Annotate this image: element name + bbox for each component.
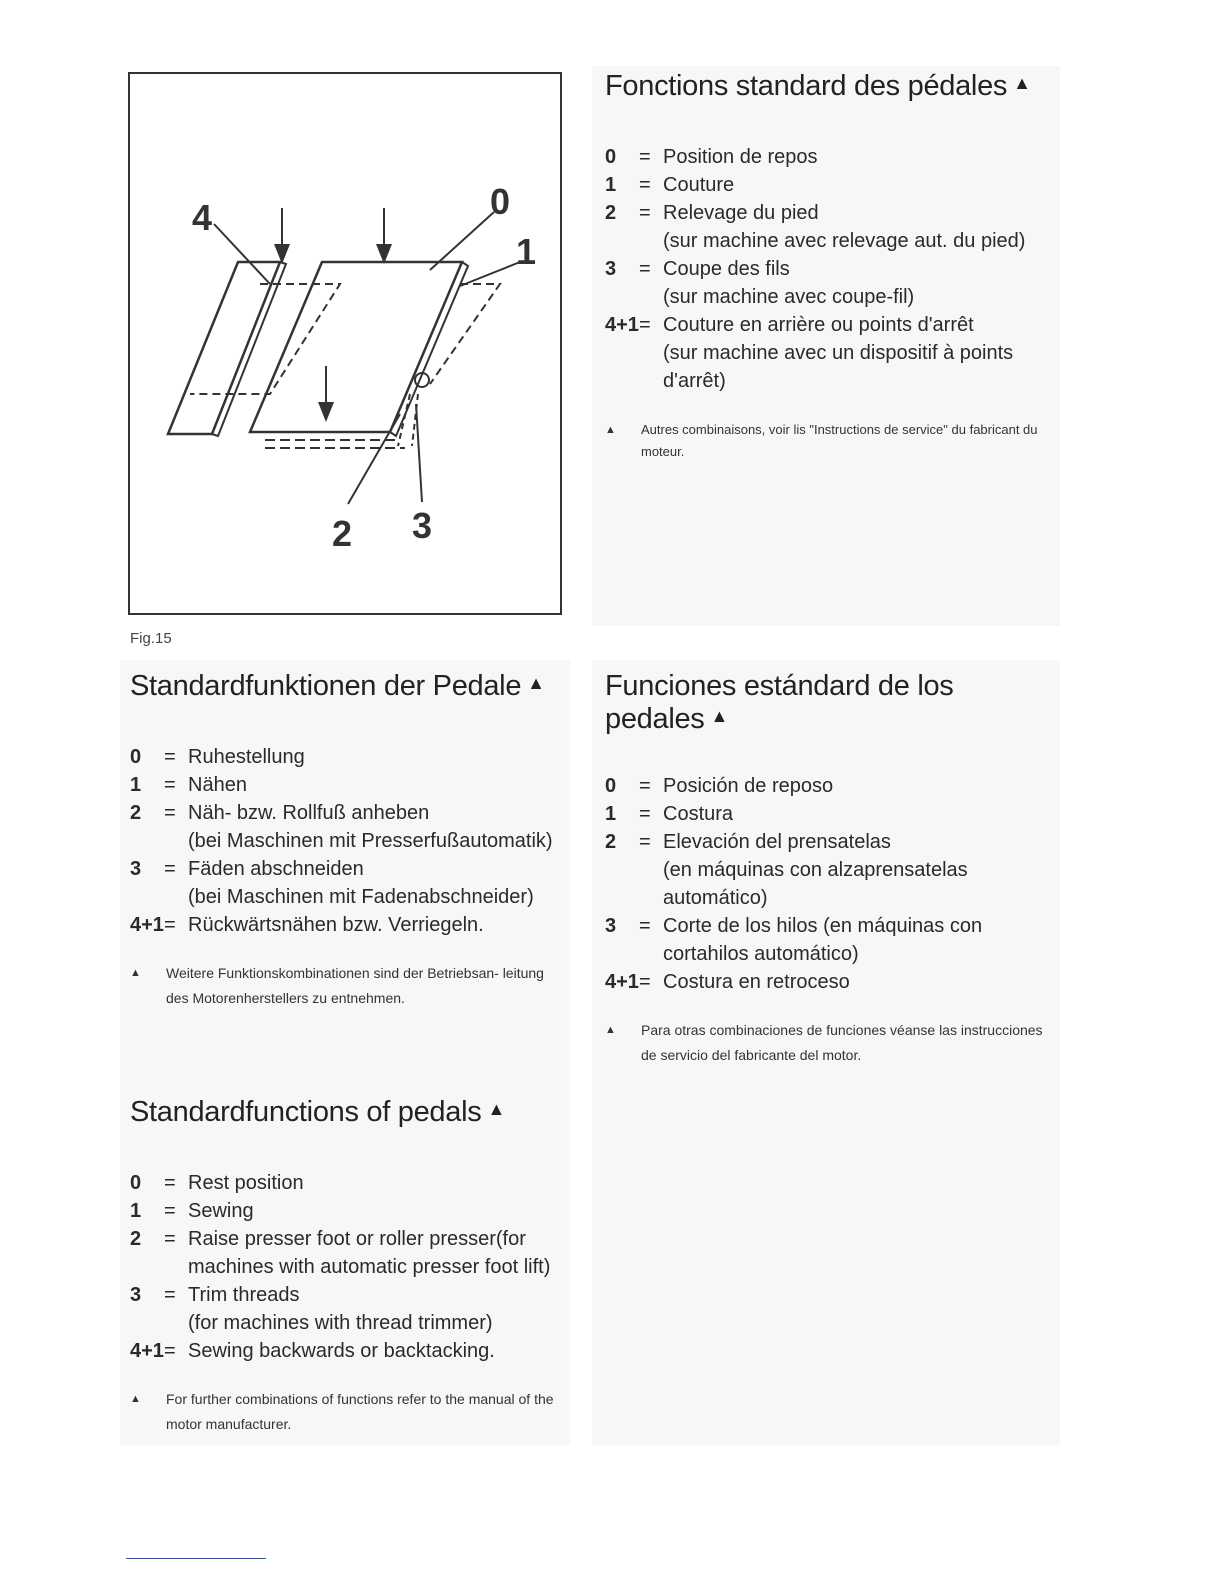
item-text: Rückwärtsnähen bzw. Verriegeln. xyxy=(188,914,484,936)
footnote-german: ▲ Weitere Funktionskombinationen sind der Betriebsan- leitung des Motorenherstellers zu entnehmen. xyxy=(130,965,544,1006)
item-continuation: (sur machine avec un dispositif à points xyxy=(663,342,1014,364)
list-item xyxy=(605,311,1045,339)
item-text: Costura en retroceso xyxy=(663,971,850,993)
item-number: 1 xyxy=(130,1200,142,1222)
item-continuation: machines with automatic presser foot lift) xyxy=(188,1256,551,1278)
item-number: 3 xyxy=(605,258,617,280)
list-item xyxy=(605,143,1045,171)
item-text: Posición de reposo xyxy=(663,775,834,797)
item-list-spanish xyxy=(605,772,1055,996)
item-number: 0 xyxy=(605,146,617,168)
item-text: Position de repos xyxy=(663,146,818,168)
item-equals: = xyxy=(164,1200,176,1222)
item-number: 1 xyxy=(130,774,142,796)
item-number: 3 xyxy=(130,1284,142,1306)
item-number: 1 xyxy=(605,803,617,825)
footnote-english: ▲ For further combinations of functions refer to the manual of the motor manufacturer. xyxy=(130,1391,554,1432)
item-equals: = xyxy=(639,314,651,336)
figure-label-4: 4 xyxy=(192,197,213,238)
figure-label-3: 3 xyxy=(412,505,433,546)
item-number: 4+1 xyxy=(605,314,639,336)
list-item xyxy=(605,255,1045,283)
list-item xyxy=(130,911,560,939)
list-item xyxy=(605,912,1055,940)
item-number: 3 xyxy=(605,915,617,937)
item-equals: = xyxy=(164,746,176,768)
section-spanish xyxy=(605,670,1055,1068)
footnote-french: ▲ Autres combinaisons, voir lis "Instructions de service" du fabricant du moteur. xyxy=(605,422,1038,459)
figure-caption: Fig.15 xyxy=(130,630,172,647)
list-item xyxy=(130,855,560,883)
pedal-diagram xyxy=(130,74,560,613)
item-equals: = xyxy=(164,1340,176,1362)
item-equals: = xyxy=(639,803,651,825)
item-continuation: d'arrêt) xyxy=(663,370,726,392)
section-title-german: Standardfunktionen der Pedale ▲ xyxy=(130,670,545,702)
item-equals: = xyxy=(164,1172,176,1194)
item-continuation: (for machines with thread trimmer) xyxy=(188,1312,493,1334)
footnote-spanish: ▲ Para otras combinaciones de funciones véanse las instrucciones de servicio del fabricante del motor. xyxy=(605,1022,1043,1063)
section-french xyxy=(605,70,1045,463)
list-item xyxy=(130,743,560,771)
list-item xyxy=(130,771,560,799)
item-continuation: (sur machine avec coupe-fil) xyxy=(663,286,915,308)
item-continuation: cortahilos automático) xyxy=(663,943,859,965)
item-number: 0 xyxy=(605,775,617,797)
item-continuation: (en máquinas con alzaprensatelas xyxy=(663,859,968,881)
item-equals: = xyxy=(639,202,651,224)
item-text: Corte de los hilos (en máquinas con xyxy=(663,915,983,937)
item-equals: = xyxy=(639,258,651,280)
item-text: Couture en arrière ou points d'arrêt xyxy=(663,314,974,336)
item-equals: = xyxy=(164,858,176,880)
item-equals: = xyxy=(639,174,651,196)
list-item xyxy=(130,1337,570,1365)
item-text: Coupe des fils xyxy=(663,258,790,280)
item-number: 3 xyxy=(130,858,142,880)
bottom-rule xyxy=(126,1558,266,1559)
figure-label-0: 0 xyxy=(490,181,511,222)
section-german xyxy=(130,670,560,1011)
item-text: Costura xyxy=(663,803,734,825)
list-item xyxy=(130,1169,570,1197)
item-continuation: automático) xyxy=(663,887,768,909)
item-equals: = xyxy=(164,774,176,796)
item-number: 2 xyxy=(130,802,142,824)
item-equals: = xyxy=(639,971,651,993)
item-number: 0 xyxy=(130,1172,142,1194)
section-title-english: Standardfunctions of pedals ▲ xyxy=(130,1096,505,1128)
item-number: 2 xyxy=(605,202,617,224)
item-equals: = xyxy=(639,146,651,168)
item-text: Elevación del prensatelas xyxy=(663,831,891,853)
item-number: 2 xyxy=(605,831,617,853)
item-equals: = xyxy=(164,914,176,936)
item-list-german xyxy=(130,743,560,939)
list-item xyxy=(605,171,1045,199)
item-text: Fäden abschneiden xyxy=(188,858,364,880)
item-list-english xyxy=(130,1169,570,1365)
list-item xyxy=(605,828,1055,856)
item-number: 4+1 xyxy=(130,1340,164,1362)
list-item xyxy=(605,199,1045,227)
item-equals: = xyxy=(639,831,651,853)
figure-label-1: 1 xyxy=(516,231,537,272)
item-list-french xyxy=(605,143,1045,395)
item-continuation: (bei Maschinen mit Presserfußautomatik) xyxy=(188,830,553,852)
list-item xyxy=(605,800,1055,828)
section-title-french: Fonctions standard des pédales ▲ xyxy=(605,70,1031,102)
section-title-spanish: Funciones estándard de los pedales ▲ xyxy=(605,670,954,735)
item-text: Sewing xyxy=(188,1200,254,1222)
list-item xyxy=(130,1281,570,1309)
figure-label-2: 2 xyxy=(332,513,353,554)
item-text: Rest position xyxy=(188,1172,304,1194)
item-equals: = xyxy=(639,915,651,937)
item-continuation: (sur machine avec relevage aut. du pied) xyxy=(663,230,1026,252)
item-number: 1 xyxy=(605,174,617,196)
list-item xyxy=(605,772,1055,800)
item-text: Couture xyxy=(663,174,735,196)
pedal-figure xyxy=(128,72,562,615)
item-equals: = xyxy=(639,775,651,797)
item-continuation: (bei Maschinen mit Fadenabschneider) xyxy=(188,886,534,908)
item-equals: = xyxy=(164,1284,176,1306)
list-item xyxy=(130,1197,570,1225)
item-number: 4+1 xyxy=(130,914,164,936)
item-number: 2 xyxy=(130,1228,142,1250)
list-item xyxy=(605,968,1055,996)
item-number: 0 xyxy=(130,746,142,768)
item-number: 4+1 xyxy=(605,971,639,993)
item-text: Näh- bzw. Rollfuß anheben xyxy=(188,802,430,824)
list-item xyxy=(130,1225,570,1253)
item-equals: = xyxy=(164,802,176,824)
item-text: Sewing backwards or backtacking. xyxy=(188,1340,495,1362)
item-text: Relevage du pied xyxy=(663,202,819,224)
item-text: Trim threads xyxy=(188,1284,300,1306)
section-english xyxy=(130,1096,570,1437)
item-equals: = xyxy=(164,1228,176,1250)
item-text: Ruhestellung xyxy=(188,746,305,768)
list-item xyxy=(130,799,560,827)
item-text: Nähen xyxy=(188,774,247,796)
item-text: Raise presser foot or roller presser(for xyxy=(188,1228,526,1250)
